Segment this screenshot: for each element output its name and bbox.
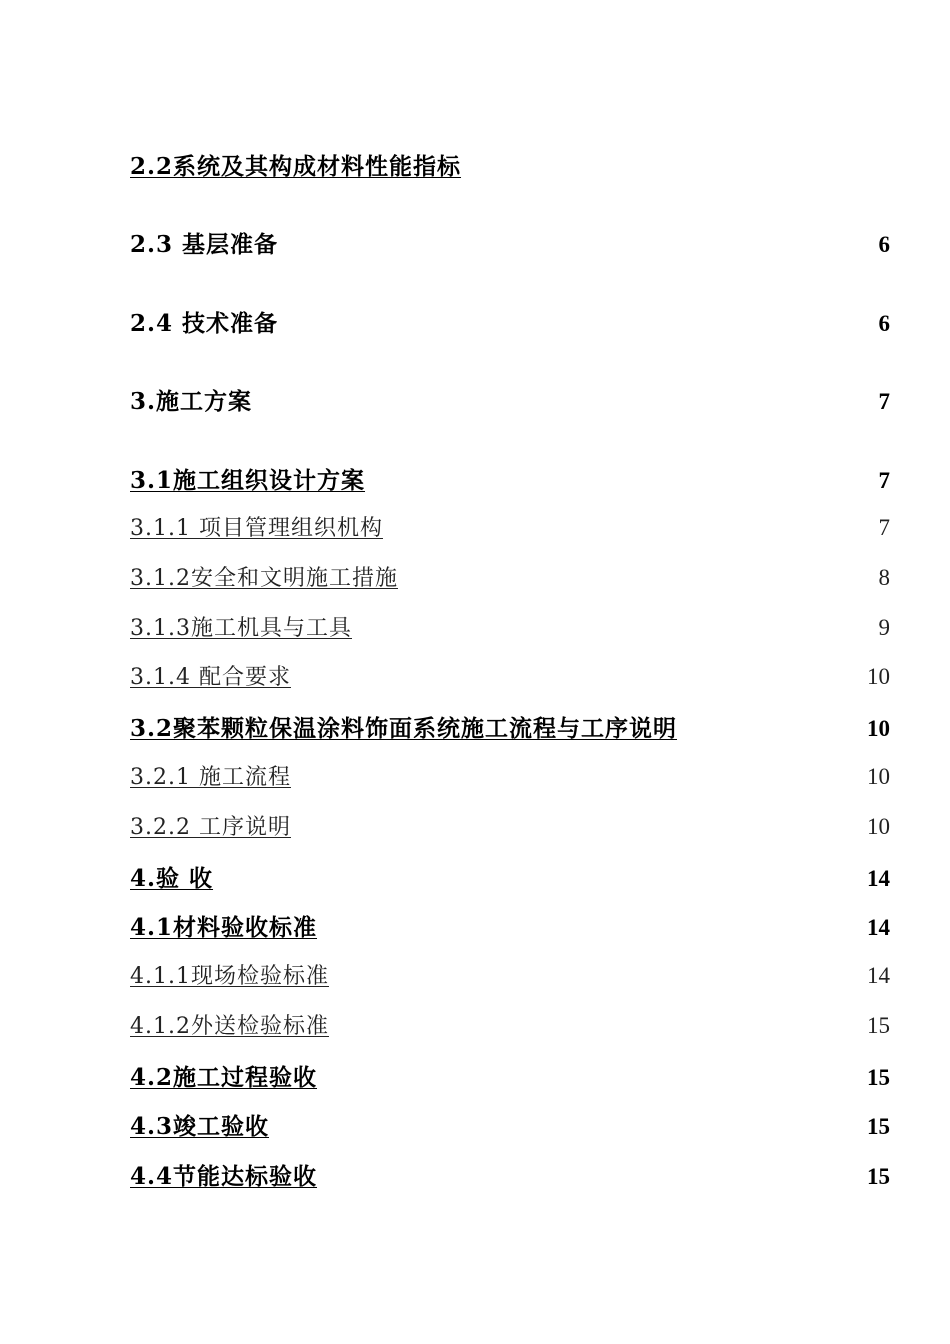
- toc-entry-page: 7: [878, 389, 890, 414]
- toc-entry-title[interactable]: 3.1.3施工机具与工具: [130, 616, 352, 641]
- toc-entry-page: 15: [867, 1013, 890, 1038]
- toc-entry-4-1-2[interactable]: [130, 1009, 890, 1040]
- toc-entry-3[interactable]: [130, 383, 890, 416]
- toc-entry-title[interactable]: 4.验 收: [130, 865, 214, 892]
- toc-entry-page: 9: [878, 615, 890, 640]
- toc-entry-page: 15: [867, 1164, 890, 1189]
- toc-entry-page: 14: [867, 915, 890, 940]
- toc-entry-2-2[interactable]: [130, 148, 890, 181]
- toc-entry-title[interactable]: 4.4节能达标验收: [130, 1163, 318, 1190]
- toc-entry-3-1[interactable]: [130, 462, 890, 495]
- toc-entry-page: 6: [878, 232, 890, 257]
- toc-entry-title[interactable]: 2.3 基层准备: [130, 231, 279, 258]
- toc-entry-page: 15: [867, 1065, 890, 1090]
- toc-entry-title[interactable]: 4.1.1现场检验标准: [130, 964, 329, 989]
- toc-entry-2-3[interactable]: [130, 226, 890, 259]
- toc-entry-4-1-1[interactable]: [130, 959, 890, 990]
- toc-entry-4[interactable]: [130, 860, 890, 893]
- toc-entry-page: 14: [867, 963, 890, 988]
- toc-entry-3-1-3[interactable]: [130, 611, 890, 642]
- toc-entry-title[interactable]: 3.1施工组织设计方案: [130, 467, 366, 494]
- toc-entry-2-4[interactable]: [130, 305, 890, 338]
- toc-entry-3-2-2[interactable]: [130, 810, 890, 841]
- toc-entry-page: 10: [867, 716, 890, 741]
- toc-entry-page: 10: [867, 664, 890, 689]
- toc-entry-page: 15: [867, 1114, 890, 1139]
- toc-entry-title[interactable]: 3.2.2 工序说明: [130, 815, 291, 840]
- toc-entry-title[interactable]: 3.2聚苯颗粒保温涂料饰面系统施工流程与工序说明: [130, 715, 678, 742]
- toc-entry-title[interactable]: 3.1.4 配合要求: [130, 665, 291, 690]
- toc-entry-page: 8: [878, 565, 890, 590]
- toc-entry-title[interactable]: 3.2.1 施工流程: [130, 765, 291, 790]
- toc-entry-4-3[interactable]: [130, 1108, 890, 1141]
- toc-entry-title[interactable]: 3.1.1 项目管理组织机构: [130, 516, 383, 541]
- toc-entry-title[interactable]: 4.2施工过程验收: [130, 1064, 318, 1091]
- toc-entry-page: 14: [867, 866, 890, 891]
- toc-entry-3-1-2[interactable]: [130, 561, 890, 592]
- toc-entry-title[interactable]: 4.3竣工验收: [130, 1113, 270, 1140]
- toc-entry-page: 10: [867, 814, 890, 839]
- toc-entry-title[interactable]: 2.2系统及其构成材料性能指标: [130, 153, 462, 180]
- toc-entry-4-1[interactable]: [130, 909, 890, 942]
- toc-entry-page: 6: [878, 311, 890, 336]
- toc-entry-3-1-4[interactable]: [130, 660, 890, 691]
- toc-entry-page: 10: [867, 764, 890, 789]
- toc-entry-title[interactable]: 4.1.2外送检验标准: [130, 1014, 329, 1039]
- toc-entry-title[interactable]: 3.1.2安全和文明施工措施: [130, 566, 398, 591]
- toc-entry-4-4[interactable]: [130, 1158, 890, 1191]
- toc-entry-page: 7: [878, 468, 890, 493]
- toc-entry-page: 7: [878, 515, 890, 540]
- toc-entry-3-2[interactable]: [130, 710, 890, 743]
- toc-entry-title[interactable]: 2.4 技术准备: [130, 310, 279, 337]
- toc-entry-3-2-1[interactable]: [130, 760, 890, 791]
- toc-entry-3-1-1[interactable]: [130, 511, 890, 542]
- toc-entry-title[interactable]: 4.1材料验收标准: [130, 914, 318, 941]
- toc-entry-title[interactable]: 3.施工方案: [130, 388, 253, 415]
- toc-entry-4-2[interactable]: [130, 1059, 890, 1092]
